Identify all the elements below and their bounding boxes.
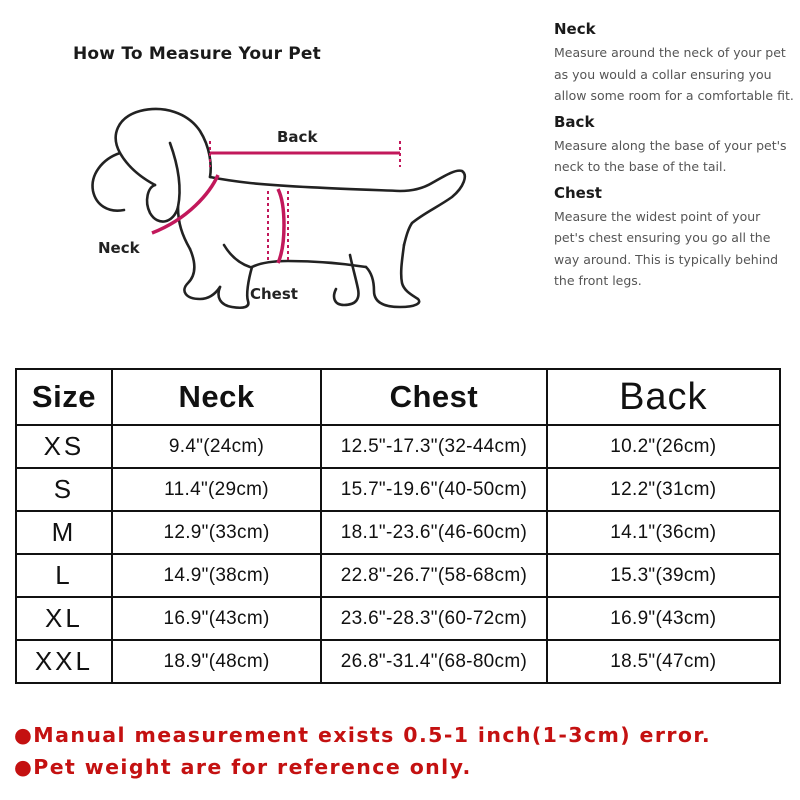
note-measurement-error: ●Manual measurement exists 0.5-1 inch(1-3cm) error. (14, 723, 712, 747)
neck-cell: 11.4"(29cm) (112, 468, 321, 511)
instruction-heading: Back (554, 112, 595, 131)
neck-cell: 9.4"(24cm) (112, 425, 321, 468)
header-size: Size (16, 369, 112, 425)
size-cell: L (16, 554, 112, 597)
header-neck: Neck (112, 369, 321, 425)
chest-cell: 22.8"-26.7"(58-68cm) (321, 554, 546, 597)
back-cell: 12.2"(31cm) (547, 468, 780, 511)
instruction-text: Measure the widest point of your pet's chest ensuring you go all the way around. This is typically behind the front legs. (554, 208, 779, 288)
table-row (16, 554, 780, 597)
header-back: Back (547, 369, 780, 425)
figure-label-back: Back (277, 128, 318, 146)
instruction-neck (554, 20, 794, 107)
figure-label-neck: Neck (98, 239, 140, 257)
instruction-text: Measure around the neck of your pet as you would a collar ensuring you allow some room for a comfortable fit. (554, 45, 794, 103)
instruction-back (554, 113, 794, 178)
size-chart-table (15, 368, 781, 684)
figure-label-chest: Chest (250, 285, 298, 303)
chest-cell: 23.6"-28.3"(60-72cm) (321, 597, 546, 640)
measure-instructions (554, 20, 794, 298)
table-row (16, 597, 780, 640)
header-chest: Chest (321, 369, 546, 425)
instruction-chest (554, 184, 794, 292)
neck-cell: 18.9"(48cm) (112, 640, 321, 683)
back-cell: 10.2"(26cm) (547, 425, 780, 468)
table-header-row (16, 369, 780, 425)
size-cell: S (16, 468, 112, 511)
note-weight-reference: ●Pet weight are for reference only. (14, 755, 472, 779)
neck-cell: 16.9"(43cm) (112, 597, 321, 640)
chest-cell: 12.5"-17.3"(32-44cm) (321, 425, 546, 468)
back-cell: 14.1"(36cm) (547, 511, 780, 554)
dog-measure-figure (60, 95, 540, 355)
chest-cell: 15.7"-19.6"(40-50cm) (321, 468, 546, 511)
size-cell: M (16, 511, 112, 554)
size-cell: XS (16, 425, 112, 468)
instruction-text: Measure along the base of your pet's neck to the base of the tail. (554, 137, 787, 174)
size-cell: XXL (16, 640, 112, 683)
back-cell: 15.3"(39cm) (547, 554, 780, 597)
instruction-heading: Neck (554, 20, 596, 38)
chest-cell: 26.8"-31.4"(68-80cm) (321, 640, 546, 683)
neck-cell: 12.9"(33cm) (112, 511, 321, 554)
neck-cell: 14.9"(38cm) (112, 554, 321, 597)
back-cell: 16.9"(43cm) (547, 597, 780, 640)
notes (14, 719, 711, 783)
table-row (16, 511, 780, 554)
table-row (16, 425, 780, 468)
guide-title: How To Measure Your Pet (73, 44, 321, 64)
size-cell: XL (16, 597, 112, 640)
table-row (16, 640, 780, 683)
table-row (16, 468, 780, 511)
chest-cell: 18.1"-23.6"(46-60cm) (321, 511, 546, 554)
instruction-heading: Chest (554, 183, 602, 202)
back-cell: 18.5"(47cm) (547, 640, 780, 683)
